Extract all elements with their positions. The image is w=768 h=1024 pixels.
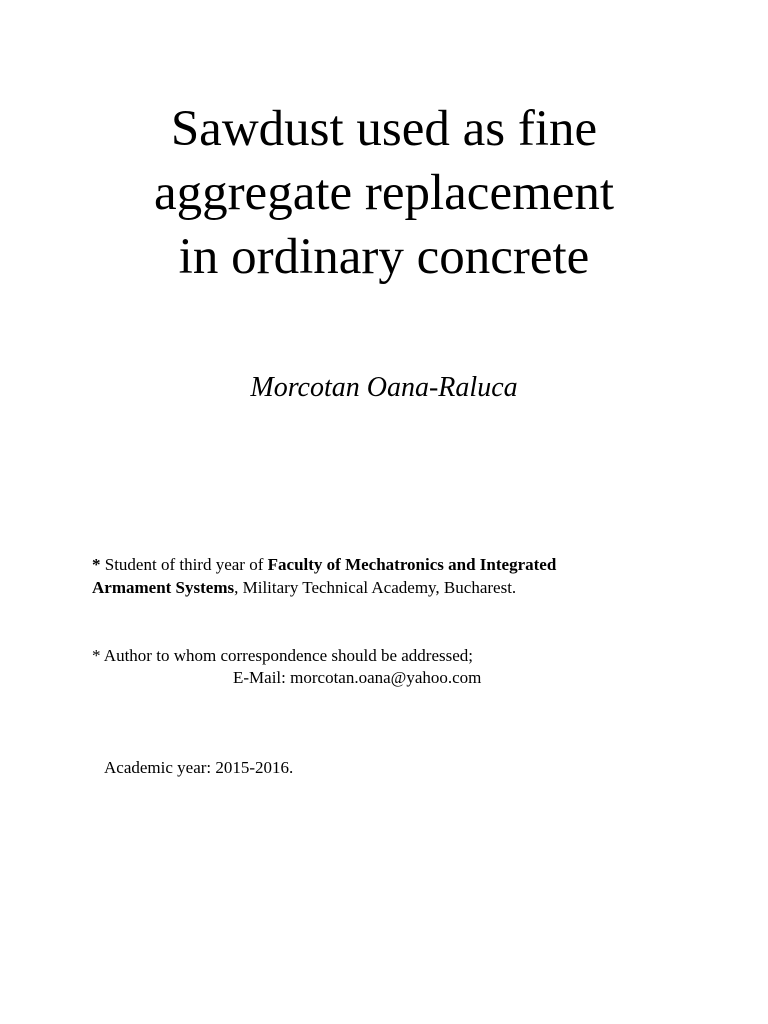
affiliation-note — [92, 553, 712, 599]
email-label: E-Mail: — [233, 668, 291, 687]
affiliation-line-1 — [92, 553, 712, 576]
affiliation-prefix: Student of third year of — [100, 555, 268, 574]
title-line-1: Sawdust used as fine — [170, 101, 598, 157]
academic-year: Academic year: 2015-2016. — [104, 758, 294, 777]
author-name: Morcotan Oana-Raluca — [250, 372, 518, 403]
correspondence-note — [92, 645, 712, 689]
affiliation-marker: * — [92, 555, 101, 574]
faculty-name-part-2: Armament Systems — [92, 578, 235, 597]
document-title — [0, 97, 768, 289]
email-line — [92, 667, 712, 689]
title-line-3: in ordinary concrete — [178, 229, 590, 285]
email-address[interactable]: morcotan.oana@yahoo.com — [290, 668, 482, 687]
affiliation-suffix: , Military Technical Academy, Bucharest. — [234, 578, 517, 597]
correspondence-text: * Author to whom correspondence should be addressed; — [92, 646, 473, 665]
affiliation-line-2 — [92, 576, 712, 599]
faculty-name-part-1: Faculty of Mechatronics and Integrated — [267, 555, 557, 574]
title-line-2: aggregate replacement — [153, 165, 615, 221]
